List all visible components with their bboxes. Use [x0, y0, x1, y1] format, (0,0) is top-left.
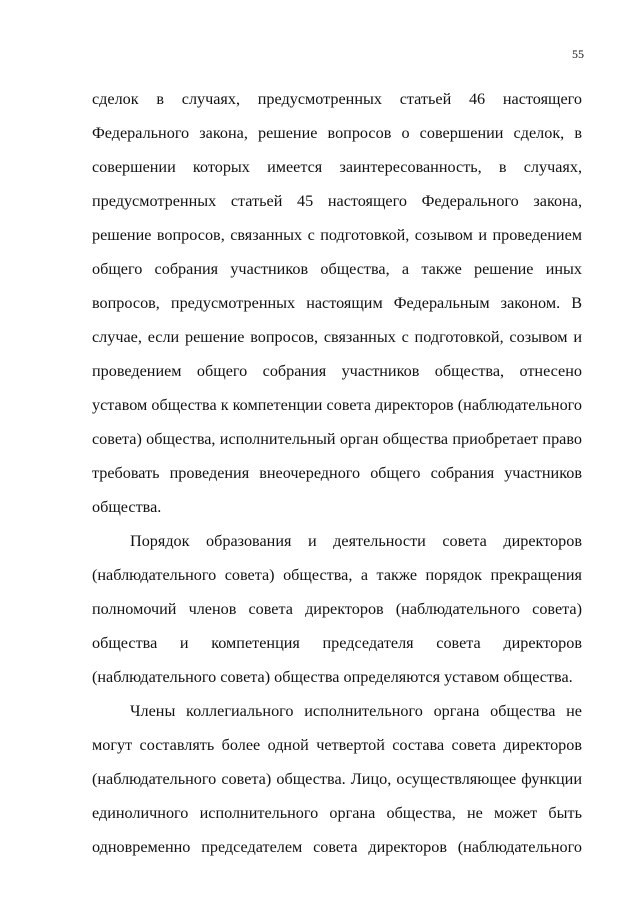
paragraph-continuation: сделок в случаях, предусмотренных статьей 46 настоящего Федерального закона, решение вопросов о совершении сделок, в совершении которых имеется заинтересованность, в случаях, предусмотренных статьей 45 настоящего Федерального закона, решение вопросов, связанных с подготовкой, созывом и проведением общего собрания участников общества, а также решение иных вопросов, предусмотренных настоящим Федеральным законом. В случае, если решение вопросов, связанных с подготовкой, созывом и проведением общего собрания участников общества, отнесено уставом общества к компетенции совета директоров (наблюдательного совета) общества, исполнительный орган общества приобретает право требовать проведения внеочередного общего собрания участников общества.: [92, 90, 582, 516]
paragraph-board-procedure: Порядок образования и деятельности совета директоров (наблюдательного совета) общества, а также порядок прекращения полномочий членов совета директоров (наблюдательного совета) общества и компетенция председателя совета директоров (наблюдательного совета) общества определяются уставом общества.: [92, 532, 582, 686]
paragraph-collegial-body: Члены коллегиального исполнительного органа общества не могут составлять более одной четвертой состава совета директоров (наблюдательного совета) общества. Лицо, осуществляющее функции единоличного исполнительного органа общества, не может быть одновременно председателем совета директоров (наблюдательного: [92, 702, 582, 856]
document-body: [92, 82, 582, 864]
page-number: 55: [572, 47, 584, 61]
